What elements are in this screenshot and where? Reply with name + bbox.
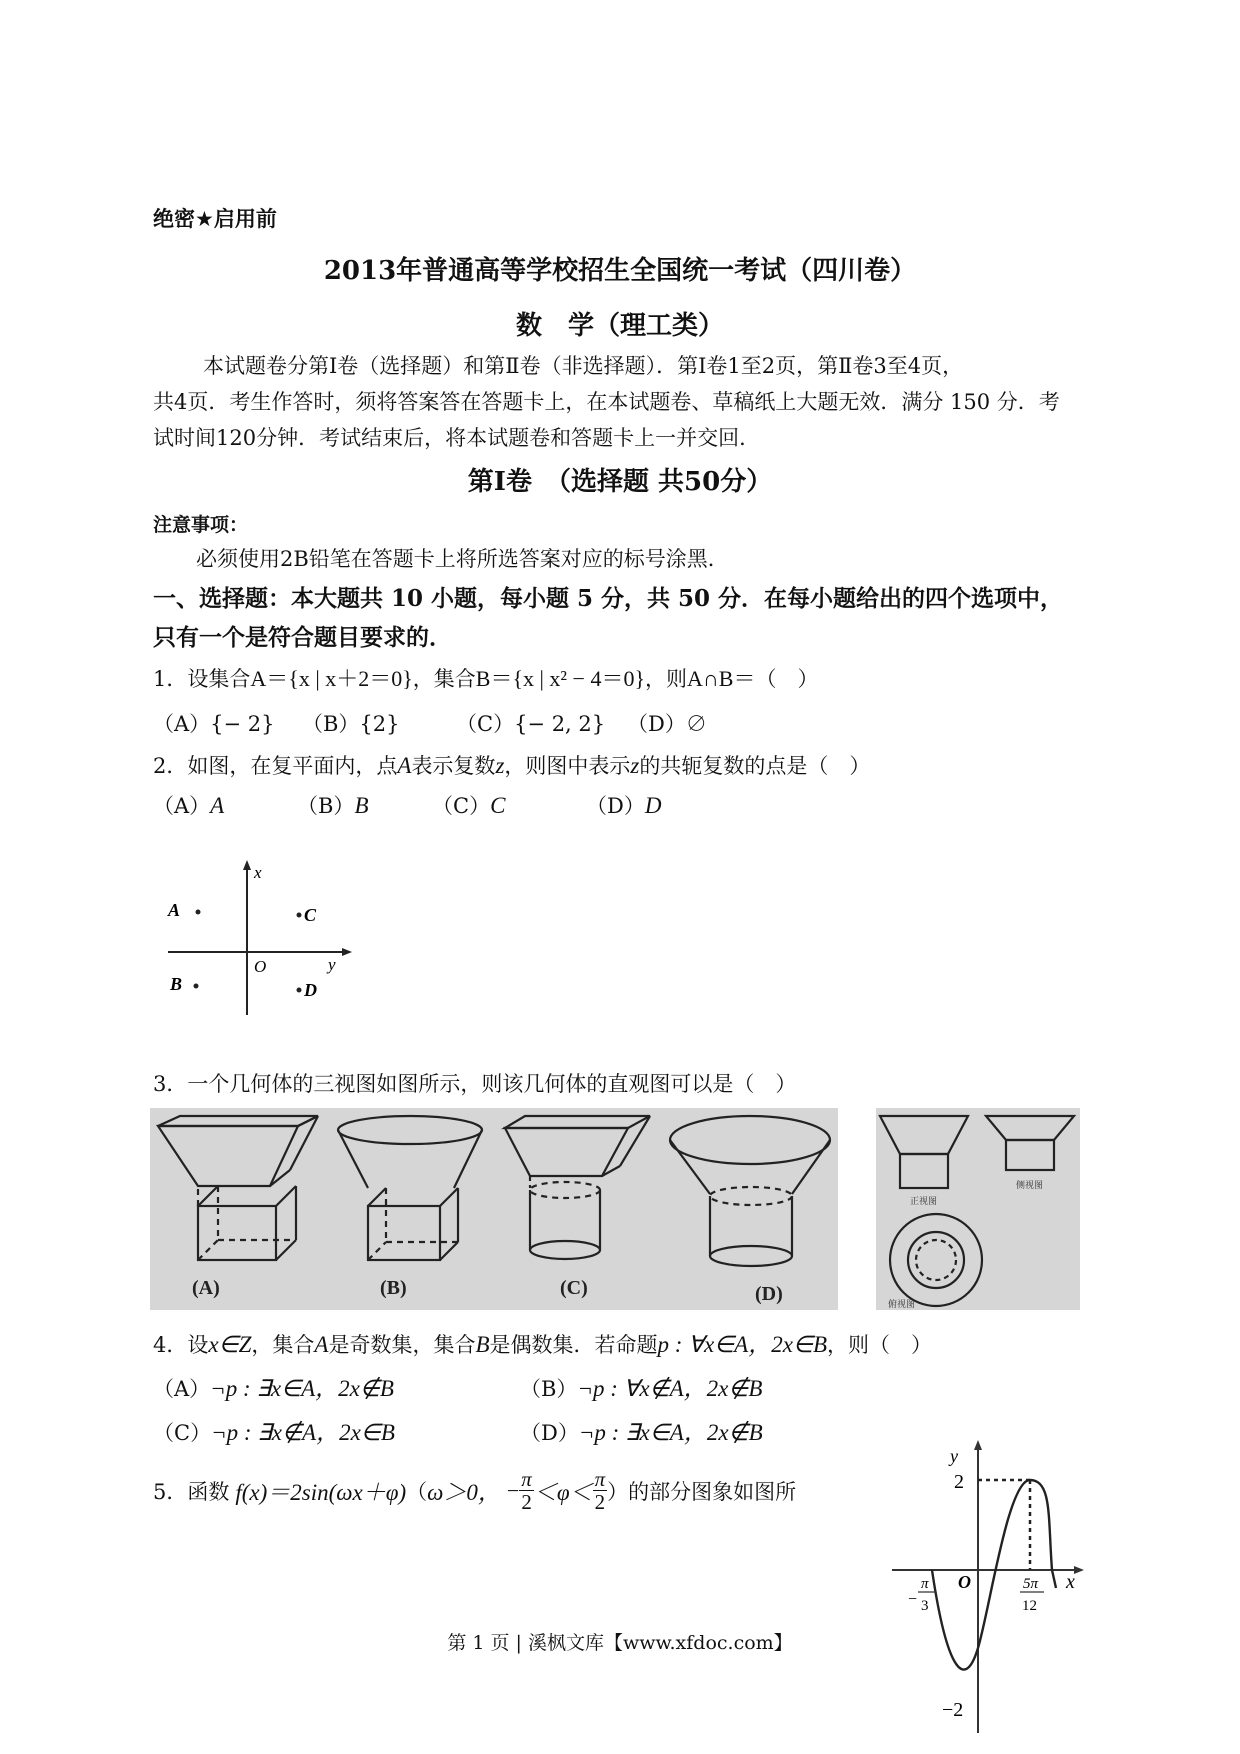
origin-label: O	[254, 957, 267, 976]
q2-var2: z	[630, 753, 640, 778]
q4-option-a-value: ¬p : ∃x∈A，2x∉B	[210, 1376, 394, 1401]
q4-text-e: ，则（ ）	[827, 1333, 933, 1357]
question-3: 3．一个几何体的三视图如图所示，则该几何体的直观图可以是（ ）	[153, 1072, 797, 1096]
intro-line-2: 共4页．考生作答时，须将答案答在答题卡上，在本试题卷、草稿纸上大题无效．满分 150 分．考	[153, 390, 1060, 414]
front-view-top	[880, 1116, 968, 1154]
q4-option-a-label: （A）	[153, 1377, 211, 1401]
q4-set-a: A	[314, 1332, 329, 1357]
question-5	[153, 1468, 796, 1513]
point-a-label: A	[168, 900, 181, 920]
y-axis-arrow	[243, 860, 251, 870]
option-b-solid	[338, 1116, 482, 1260]
graph-left-num: π	[921, 1576, 929, 1592]
sine-curve-tail	[1052, 1570, 1056, 1588]
q4-option-c-value: ¬p : ∃x∉A，2x∈B	[211, 1420, 395, 1445]
page-footer: 第 1 页 | 溪枫文库【www.xfdoc.com】	[447, 1632, 793, 1654]
q4-option-b	[520, 1370, 762, 1403]
q2-option-d-value: D	[644, 793, 662, 818]
question-2	[153, 750, 870, 780]
q5-text-c: ）的部分图象如图所	[607, 1479, 797, 1504]
axis-label-y: y	[328, 955, 336, 974]
graph-x-arrow	[1074, 1566, 1084, 1574]
point-a-dot	[196, 910, 201, 915]
front-view-bottom	[900, 1154, 948, 1188]
q5-frac-right-den: 2	[594, 1490, 606, 1515]
option-c-label: (C)	[560, 1277, 588, 1299]
point-b-label: B	[170, 974, 183, 994]
q2-option-a	[153, 790, 224, 820]
front-view-label: 正视图	[910, 1197, 938, 1207]
q4-text-c: 是奇数集，集合	[328, 1333, 476, 1357]
point-d-dot	[297, 988, 302, 993]
graph-left-sign: −	[908, 1591, 918, 1608]
section-instructions-2: 只有一个是符合题目要求的．	[153, 624, 452, 651]
side-view-bottom	[1006, 1140, 1054, 1170]
q1-option-a: （A）{− 2}	[153, 712, 275, 736]
q2-text: 2．如图，在复平面内，点	[153, 754, 398, 778]
q1-text-b: ，集合	[412, 667, 476, 691]
graph-left-den: 3	[921, 1598, 929, 1614]
q4-option-d	[520, 1414, 763, 1447]
secret-label: 绝密★启用前	[153, 207, 277, 231]
graph-axis-label-x: x	[1066, 1571, 1075, 1593]
q4-condition: x∈Z	[208, 1332, 252, 1357]
intro-line-3: 试时间120分钟．考试结束后，将本试题卷和答题卡上一并交回．	[153, 426, 761, 450]
top-view-inner	[916, 1240, 956, 1280]
graph-origin-label: O	[958, 1572, 971, 1592]
section-instructions-1: 一、选择题：本大题共 10 小题，每小题 5 分，共 50 分．在每小题给出的四个选项中，	[153, 585, 1064, 612]
q4-text-b: ，集合	[251, 1333, 315, 1357]
q4-set-b: B	[475, 1332, 490, 1357]
side-view-label: 侧视图	[1016, 1181, 1044, 1191]
option-d-label: (D)	[755, 1283, 783, 1305]
q4-option-a	[153, 1370, 394, 1403]
sine-graph-figure	[888, 1438, 1088, 1736]
axis-label-x: x	[254, 863, 262, 882]
point-d-label: D	[304, 980, 317, 1000]
notice-label: 注意事项：	[153, 514, 249, 536]
part1-heading: 第Ⅰ卷 （选择题 共50分）	[467, 467, 773, 497]
question-4	[153, 1326, 932, 1359]
graph-ymin-label: −2	[942, 1699, 964, 1721]
q4-proposition: p : ∀x∈A，2x∈B	[657, 1332, 828, 1357]
three-views-figure	[876, 1108, 1080, 1310]
q4-option-c	[153, 1414, 395, 1447]
option-a-label: (A)	[192, 1277, 220, 1299]
q4-text-a: 4．设	[153, 1333, 209, 1357]
q2-option-c-value: C	[490, 793, 506, 818]
point-c-label: C	[304, 905, 317, 925]
q1-set-b: B＝{x | x² − 4＝0}	[475, 666, 645, 691]
q2-option-b-value: B	[354, 793, 369, 818]
q4-option-b-label: （B）	[520, 1377, 578, 1401]
q1-option-d: （D）∅	[627, 712, 707, 736]
q1-option-b: （B）{2}	[302, 712, 400, 736]
q1-prefix: 1．设集合	[153, 667, 251, 691]
q1-option-c: （C）{− 2, 2}	[456, 712, 606, 736]
graph-right-num: 5π	[1023, 1576, 1039, 1592]
subject-title: 数 学（理工类）	[515, 311, 724, 341]
q1-expr: A∩B＝	[687, 666, 756, 691]
q5-text-a: 5．函数	[153, 1479, 230, 1504]
q2-option-d-label: （D）	[586, 794, 645, 818]
top-view-outer	[890, 1214, 982, 1306]
q5-inequality: ＜φ＜	[533, 1480, 593, 1506]
q2-text4: 的共轭复数的点是（ ）	[639, 754, 871, 778]
q5-minus: −	[506, 1477, 520, 1503]
graph-axis-label-y: y	[950, 1446, 958, 1466]
q2-option-d	[586, 790, 661, 820]
option-b-label: (B)	[380, 1277, 407, 1299]
q4-option-d-value: ¬p : ∃x∈A，2x∉B	[578, 1420, 763, 1445]
q2-option-a-value: A	[210, 793, 225, 818]
option-d-solid	[670, 1116, 830, 1266]
point-b-dot	[194, 984, 199, 989]
q2-option-b-label: （B）	[297, 794, 355, 818]
q1-paren: （ ）	[755, 667, 819, 691]
exam-title: 2013年普通高等学校招生全国统一考试（四川卷）	[323, 256, 917, 286]
q4-text-d: 是偶数集．若命题	[489, 1333, 658, 1357]
graph-right-den: 12	[1022, 1598, 1037, 1614]
q4-option-b-value: ¬p : ∀x∉A，2x∉B	[577, 1376, 763, 1401]
side-view-top	[986, 1116, 1074, 1140]
graph-y-arrow	[974, 1440, 982, 1450]
q2-option-c-label: （C）	[432, 794, 491, 818]
q5-frac-right-num: π	[594, 1467, 606, 1491]
q1-set-a: A＝{x | x＋2＝0}	[250, 666, 413, 691]
q2-var: z	[495, 753, 505, 778]
option-a-solid	[158, 1116, 318, 1260]
intro-line-1: 本试题卷分第Ⅰ卷（选择题）和第Ⅱ卷（非选择题）．第Ⅰ卷1至2页，第Ⅱ卷3至4页，	[203, 354, 964, 378]
solid-options-figure	[150, 1108, 838, 1310]
top-view-label: 俯视图	[888, 1300, 916, 1310]
q4-option-d-label: （D）	[520, 1421, 579, 1445]
q2-point: A	[397, 753, 412, 778]
q5-omega: ω＞0，	[427, 1480, 501, 1506]
notice-text: 必须使用2B铅笔在答题卡上将所选答案对应的标号涂黑．	[196, 547, 729, 571]
q2-text3: ，则图中表示	[504, 754, 631, 778]
q5-frac-left-den: 2	[521, 1490, 532, 1515]
q2-option-c	[432, 790, 505, 820]
complex-plane-figure	[160, 860, 360, 1020]
q2-text2: 表示复数	[411, 754, 496, 778]
q5-text-b: （	[406, 1479, 428, 1504]
q5-fraction-right	[593, 1468, 608, 1513]
option-c-solid	[505, 1116, 650, 1259]
q5-function: f(x)＝2sin(ωx＋φ)	[235, 1480, 407, 1506]
x-axis-arrow	[342, 948, 352, 956]
q5-frac-left-num: π	[521, 1467, 532, 1491]
point-c-dot	[297, 913, 302, 918]
q1-text-c: ，则	[645, 667, 687, 691]
q2-option-b	[297, 790, 369, 820]
graph-ymax-label: 2	[954, 1471, 964, 1493]
q5-fraction-left	[519, 1468, 534, 1513]
q4-option-c-label: （C）	[153, 1421, 212, 1445]
q2-option-a-label: （A）	[153, 794, 211, 818]
question-1	[153, 662, 818, 693]
